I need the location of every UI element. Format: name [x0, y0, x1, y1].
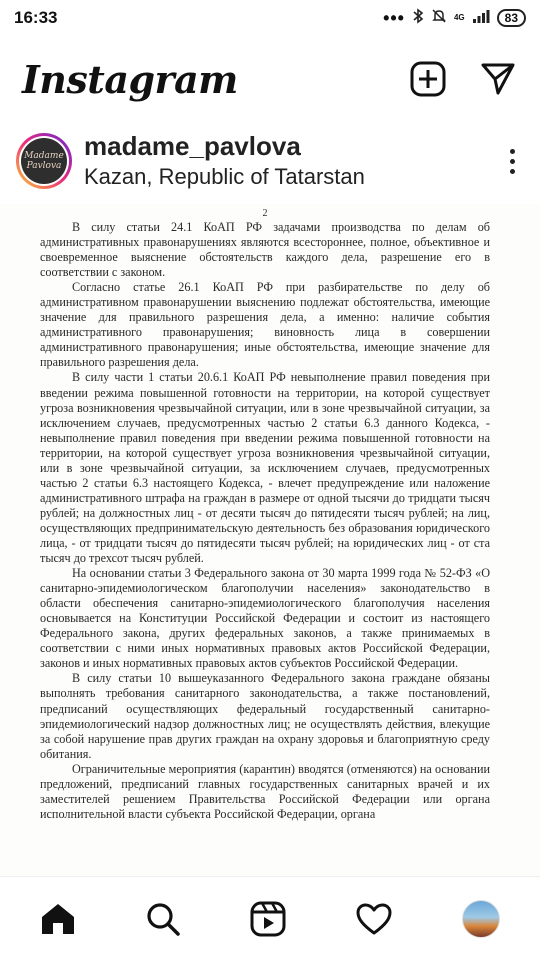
more-options-icon[interactable] — [502, 149, 522, 174]
header-actions — [410, 61, 516, 97]
status-icons — [383, 8, 526, 29]
bottom-navigation — [0, 876, 540, 960]
new-post-icon[interactable] — [410, 61, 446, 97]
search-icon[interactable] — [145, 901, 181, 937]
post-image-document[interactable] — [0, 204, 540, 876]
post-header — [0, 122, 540, 200]
document-paragraph: На основании статьи 3 Федерального закона от 30 марта 1999 года № 52-ФЗ «О санитарно-эпидемиологическом благополучии населения» законодательство в области обеспечения санитарно-эпидемиологического благополучия населения основывается на Конституции Российской Федерации и состоит из настоящего Федерального закона, других федеральных законов, а также принимаемых в соответствии с ними иных нормативных правовых актов Российской Федерации, законов и иных нормативных правовых актов субъектов Российской Федерации. — [40, 566, 490, 671]
home-icon[interactable] — [40, 902, 76, 936]
mute-icon — [431, 8, 447, 29]
network-type: 4G — [453, 13, 465, 22]
instagram-logo: Instagram — [22, 56, 238, 102]
document-paragraph: В силу статьи 10 вышеуказанного Федерального закона граждане обязаны выполнять требования санитарного законодательства, а также постановлений, предписаний осуществляющих федеральный государственный санитарно-эпидемиологический надзор должностных лиц; не осуществлять действия, влекущие за собой нарушение прав других граждан на охрану здоровья и благоприятную среду обитания. — [40, 671, 490, 761]
avatar-border — [19, 136, 69, 186]
activity-heart-icon[interactable] — [355, 902, 393, 936]
bluetooth-icon — [412, 8, 424, 29]
signal-icon — [472, 9, 490, 28]
document-paragraph: Ограничительные мероприятия (карантин) вводятся (отменяются) на основании предложений, предписаний главных государственных санитарных врачей и их заместителей решением Правительства Российской Федерации или органа исполнительной власти субъекта Российской Федерации, органа — [40, 761, 490, 821]
document-paragraph: В силу статьи 24.1 КоАП РФ задачами производства по делам об административных правонарушениях являются всестороннее, полное, объективное и своевременное выяснение обстоятельств каждого дела, разрешение его в соответствии с законом. — [40, 220, 490, 280]
post-avatar[interactable] — [16, 133, 72, 189]
document-page-number: 2 — [262, 208, 268, 219]
avatar-logo-image: Madame Pavlova — [21, 138, 67, 184]
battery-indicator: 83 — [497, 9, 526, 27]
profile-avatar[interactable] — [462, 900, 500, 938]
post-username[interactable]: madame_pavlova — [84, 131, 301, 161]
document-paragraph: Согласно статье 26.1 КоАП РФ при разбирательстве по делу об административном правонарушении выяснению подлежат обстоятельства, имеющие значение для правильного разрешения дела, а именно: наличие события административного правонарушения; виновность лица в совершении административного правонарушения; иные обстоятельства, имеющие значение для правильного разрешения дела. — [40, 280, 490, 370]
document-paragraph: В силу части 1 статьи 20.6.1 КоАП РФ невыполнение правил поведения при введении режима повышенной готовности на территории, на которой существует угроза возникновения чрезвычайной ситуации, или в зоне чрезвычайной ситуации, за исключением случаев, предусмотренных частью 2 статьи 6.3 данного Кодекса, - невыполнение правил поведения при введении режима повышенной готовности на территории, на которой существует угроза возникновения чрезвычайной ситуации, или в зоне чрезвычайной ситуации, за исключением случаев, предусмотренных частью 2 статьи 6.3 настоящего Кодекса, - влечет предупреждение или наложение административного штрафа на граждан в размере от одной тысячи до тридцати тысяч рублей; на должностных лиц - от десяти тысяч до пятидесяти тысяч рублей; на лиц, осуществляющих предпринимательскую деятельность без образования юридического лица, - от тридцати тысяч до пятидесяти тысяч рублей; на юридических лиц - от ста тысяч до трехсот тысяч рублей. — [40, 370, 490, 566]
post-meta — [84, 131, 502, 191]
status-bar — [0, 0, 540, 36]
status-time: 16:33 — [14, 8, 58, 27]
direct-message-icon[interactable] — [480, 62, 516, 96]
post-location[interactable]: Kazan, Republic of Tatarstan — [84, 164, 365, 189]
notification-dots: ••• — [383, 8, 405, 28]
app-header — [0, 44, 540, 114]
reels-icon[interactable] — [250, 901, 286, 937]
